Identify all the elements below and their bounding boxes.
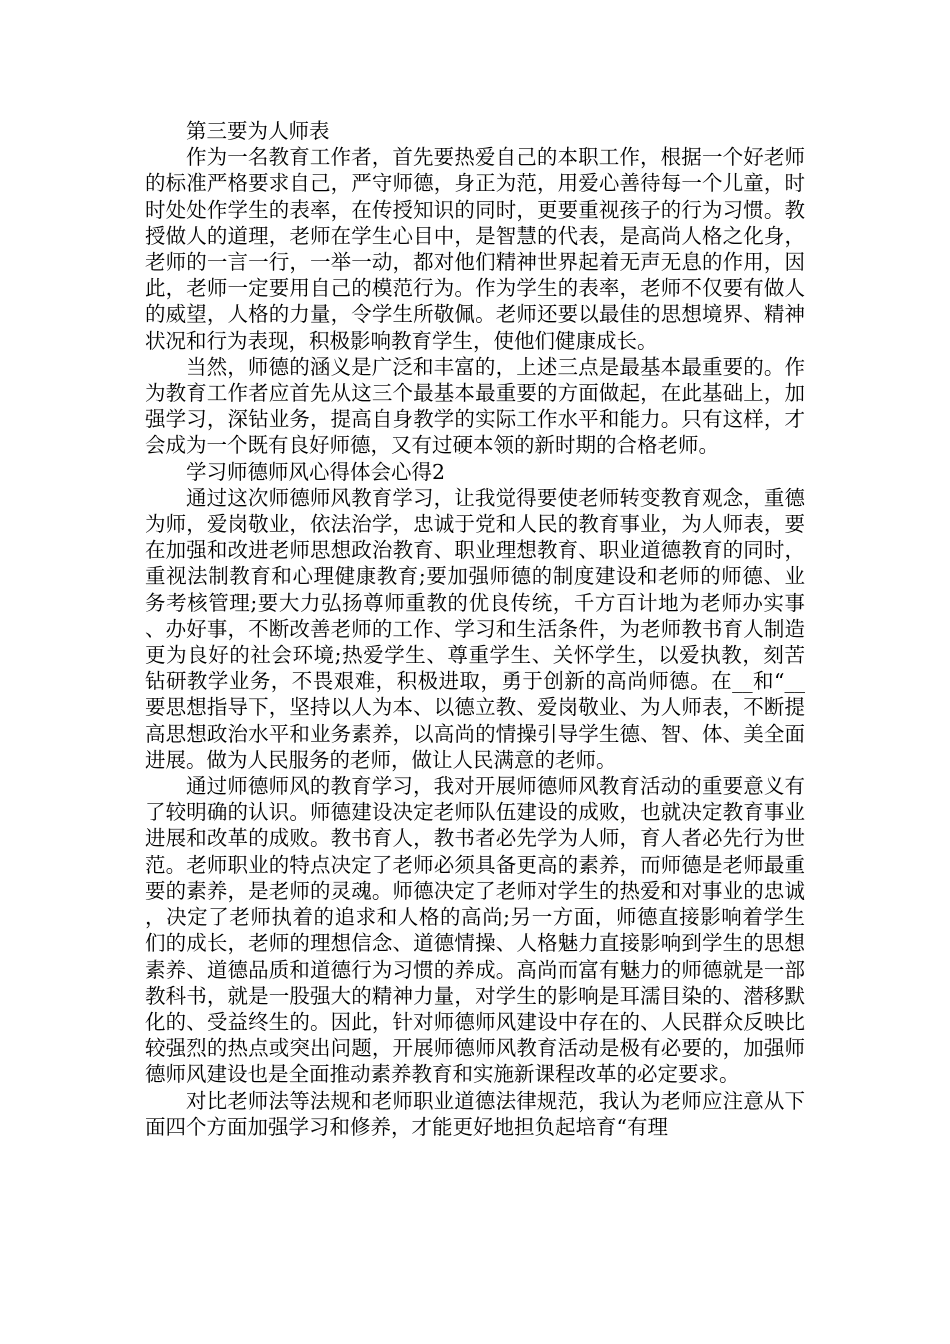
- section-heading: 学习师德师风心得体会心得2: [186, 459, 446, 484]
- body-paragraph: 作为一名教育工作者，首先要热爱自己的本职工作，根据一个好老师的标准严格要求自己，严守师德，身正为范，用爱心善待每一个儿童，时时处处作学生的表率，在传授知识的同时，更要重视孩子的行为习惯。教授做人的道理，老师在学生心目中，是智慧的代表，是高尚人格之化身，老师的一言一行，一举一动，都对他们精神世界起着无声无息的作用，因此，老师一定要用自己的模范行为。作为学生的表率，老师不仅要有做人的威望，人格的力量，令学生所敬佩。老师还要以最佳的思想境界、精神状况和行为表现，积极影响教育学生，使他们健康成长。: [145, 145, 805, 353]
- body-paragraph: 当然，师德的涵义是广泛和丰富的，上述三点是最基本最重要的。作为教育工作者应首先从这三个最基本最重要的方面做起，在此基础上，加强学习，深钻业务，提高自身教学的实际工作水平和能力。只有这样，才会成为一个既有良好师德，又有过硬本领的新时期的合格老师。: [145, 354, 805, 458]
- body-paragraph: 通过这次师德师风教育学习，让我觉得要使老师转变教育观念，重德为师，爱岗敬业，依法治学，忠诚于党和人民的教育事业，为人师表，要在加强和改进老师思想政治教育、职业理想教育、职业道德教育的同时，重视法制教育和心理健康教育;要加强师德的制度建设和老师的师德、业务考核管理;要大力弘扬尊师重教的优良传统，千方百计地为老师办实事、办好事，不断改善老师的工作、学习和生活条件，为老师教书育人制造更为良好的社会环境;热爱学生、尊重学生、关怀学生，以爱执教，刻苦钻研教学业务，不畏艰难，积极进取，勇于创新的高尚师德。在__和“__要思想指导下，坚持以人为本、以德立教、爱岗敬业、为人师表，不断提高思想政治水平和业务素养，以高尚的情操引导学生德、智、体、美全面进展。做为人民服务的老师，做让人民满意的老师。: [145, 485, 805, 772]
- section-heading: 第三要为人师表: [186, 119, 330, 143]
- body-paragraph: 对比老师法等法规和老师职业道德法律规范，我认为老师应注意从下面四个方面加强学习和修养，才能更好地担负起培育“有理: [145, 1088, 805, 1139]
- document-page: [145, 118, 805, 1140]
- body-paragraph: 通过师德师风的教育学习，我对开展师德师风教育活动的重要意义有了较明确的认识。师德建设决定老师队伍建设的成败，也就决定教育事业进展和改革的成败。教书育人，教书者必先学为人师，育人者必先行为世范。老师职业的特点决定了老师必须具备更高的素养，而师德是老师最重要的素养，是老师的灵魂。师德决定了老师对学生的热爱和对事业的忠诚，决定了老师执着的追求和人格的高尚;另一方面，师德直接影响着学生们的成长，老师的理想信念、道德情操、人格魅力直接影响到学生的思想素养、道德品质和道德行为习惯的养成。高尚而富有魅力的师德就是一部教科书，就是一股强大的精神力量，对学生的影响是耳濡目染的、潜移默化的、受益终生的。因此，针对师德师风建设中存在的、人民群众反映比较强烈的热点或突出问题，开展师德师风教育活动是极有必要的，加强师德师风建设也是全面推动素养教育和实施新课程改革的必定要求。: [145, 774, 805, 1087]
